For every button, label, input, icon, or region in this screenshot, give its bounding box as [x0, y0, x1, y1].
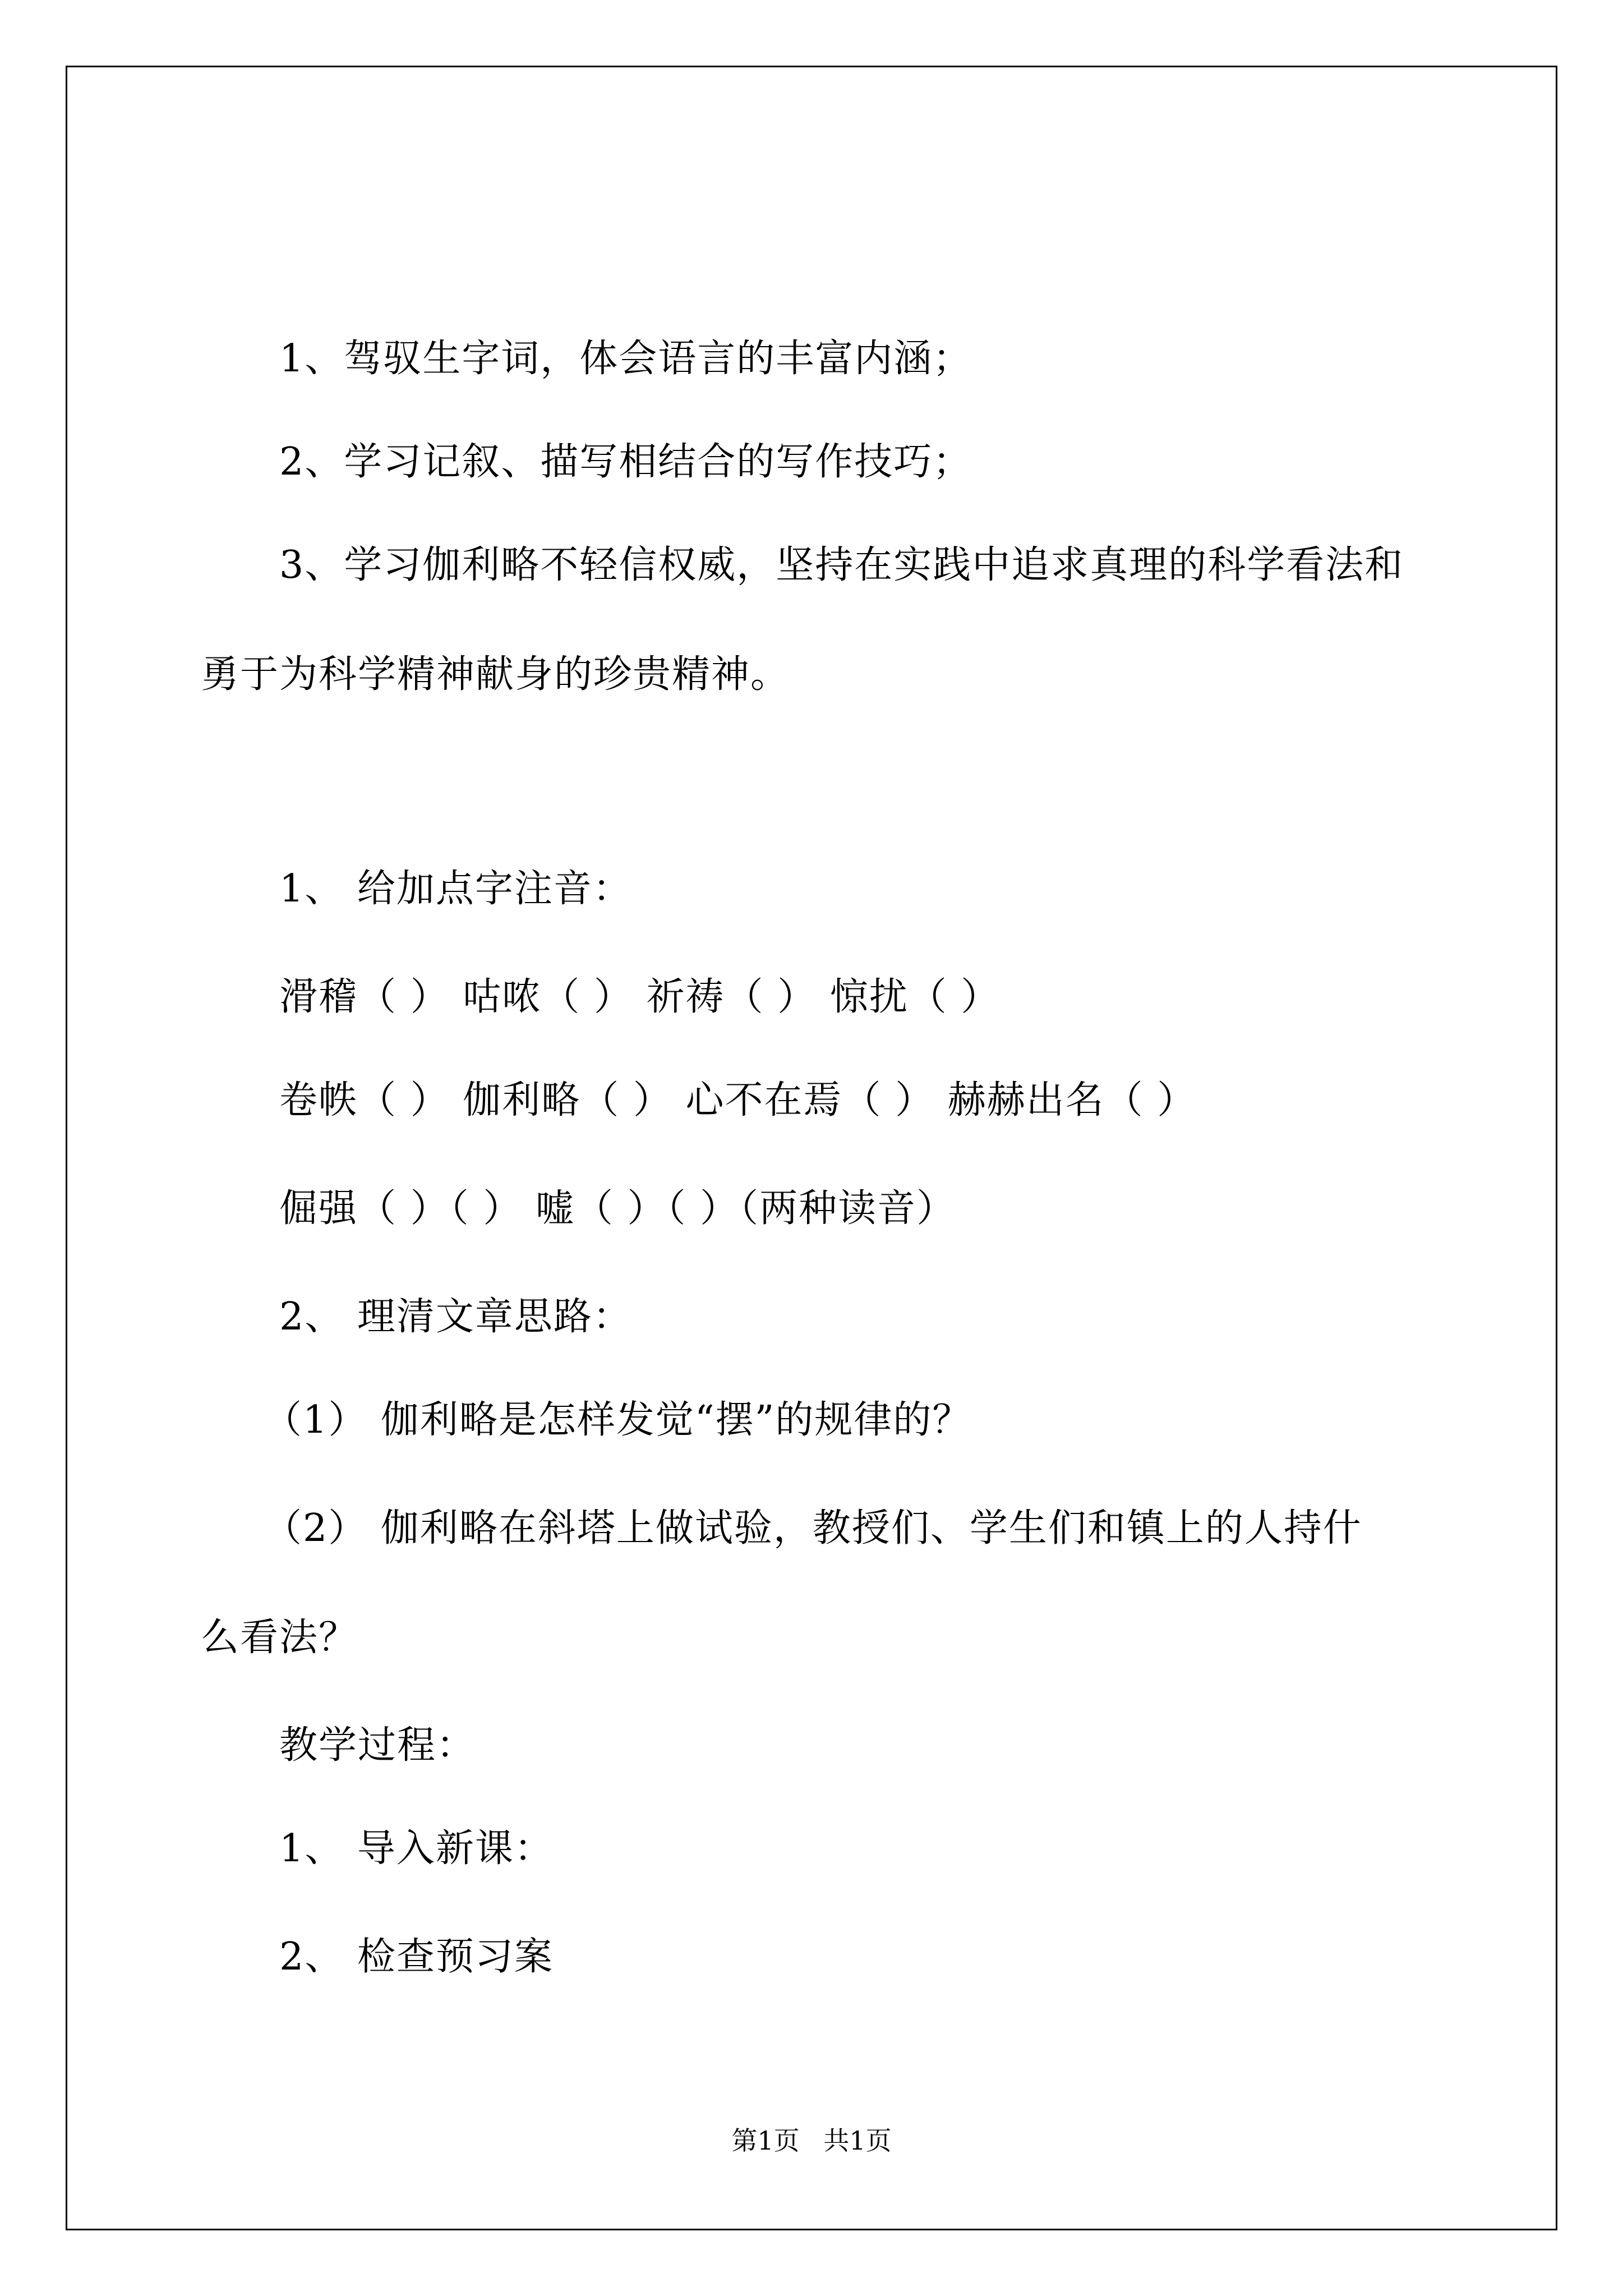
objective-2: 2、学习记叙、描写相结合的写作技巧；: [279, 440, 972, 484]
page-border: [66, 66, 1557, 2230]
preview-task2-title: 2、 理清文章思路：: [279, 1295, 632, 1339]
question-1: （1） 伽利略是怎样发觉“摆”的规律的？: [264, 1398, 972, 1442]
page-number-total: 共1页: [823, 2125, 892, 2156]
pinyin-row-1: 滑稽（ ） 咕哝（ ） 祈祷（ ） 惊扰（ ）: [279, 975, 1000, 1019]
objective-3-line2: 勇于为科学精神献身的珍贵精神。: [201, 652, 790, 697]
question-2-line2: 么看法？: [201, 1616, 358, 1660]
pinyin-row-3: 倔强（ ）（ ） 嘘（ ）（ ）（两种读音）: [279, 1186, 956, 1231]
process-title: 教学过程：: [279, 1723, 476, 1768]
page-number-current: 第1页: [731, 2125, 800, 2156]
preview-task1-title: 1、 给加点字注音：: [279, 867, 632, 911]
objective-3-line1: 3、学习伽利略不轻信权威，坚持在实践中追求真理的科学看法和: [279, 543, 1404, 587]
process-step-2: 2、 检查预习案: [279, 1935, 554, 1979]
pinyin-row-2: 卷帙（ ） 伽利略（ ） 心不在焉（ ） 赫赫出名（ ）: [279, 1078, 1197, 1122]
question-2-line1: （2） 伽利略在斜塔上做试验，教授们、学生们和镇上的人持什: [264, 1506, 1362, 1550]
process-step-1: 1、 导入新课：: [279, 1826, 554, 1871]
page-footer: [0, 2125, 1623, 2156]
objective-1: 1、驾驭生字词，体会语言的丰富内涵；: [279, 337, 972, 381]
